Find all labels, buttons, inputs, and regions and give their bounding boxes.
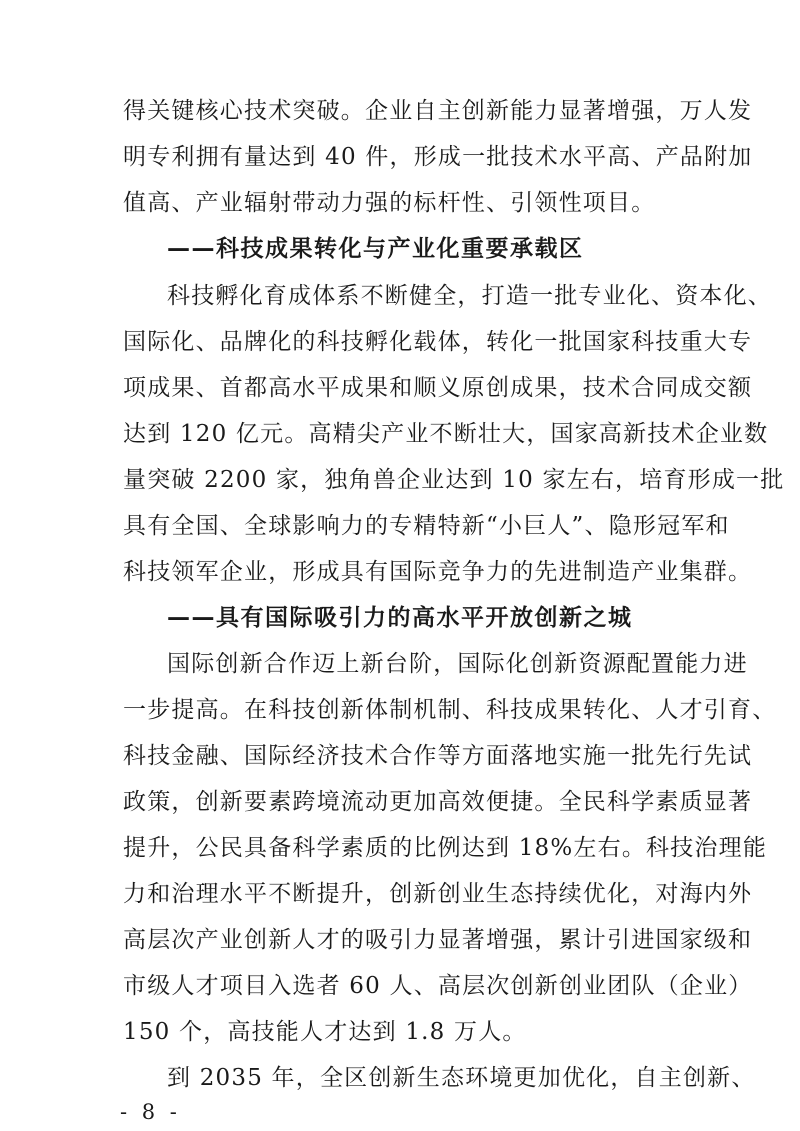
paragraph-3-line-7: 高层次产业创新人才的吸引力显著增强，累计引进国家级和 <box>123 927 753 953</box>
paragraph-3-line-9: 150 个，高技能人才达到 1.8 万人。 <box>123 1019 527 1045</box>
paragraph-3-line-3: 科技金融、国际经济技术合作等方面落地实施一批先行先试 <box>123 743 753 769</box>
paragraph-4-line-1: 到 2035 年，全区创新生态环境更加优化，自主创新、 <box>167 1065 756 1091</box>
paragraph-3-line-2: 一步提高。在科技创新体制机制、科技成果转化、人才引育、 <box>123 697 777 723</box>
page-number: - 8 - <box>120 1100 181 1124</box>
paragraph-1-line-2: 明专利拥有量达到 40 件，形成一批技术水平高、产品附加 <box>123 144 753 170</box>
paragraph-2-line-1: 科技孵化育成体系不断健全，打造一批专业化、资本化、 <box>167 283 772 309</box>
paragraph-3-line-4: 政策，创新要素跨境流动更加高效便捷。全民科学素质显著 <box>123 789 753 815</box>
paragraph-2-line-2: 国际化、品牌化的科技孵化载体，转化一批国家科技重大专 <box>123 329 753 355</box>
paragraph-2-line-6: 具有全国、全球影响力的专精特新“小巨人”、隐形冠军和 <box>123 513 730 539</box>
paragraph-3-line-5: 提升，公民具备科学素质的比例达到 18%左右。科技治理能 <box>123 835 768 861</box>
paragraph-3-line-8: 市级人才项目入选者 60 人、高层次创新创业团队（企业） <box>123 973 753 999</box>
paragraph-1-line-3: 值高、产业辐射带动力强的标杆性、引领性项目。 <box>123 190 656 216</box>
section-heading-1: ——科技成果转化与产业化重要承载区 <box>167 236 584 262</box>
paragraph-3-line-1: 国际创新合作迈上新台阶，国际化创新资源配置能力进 <box>167 651 748 677</box>
paragraph-2-line-3: 项成果、首都高水平成果和顺义原创成果，技术合同成交额 <box>123 375 753 401</box>
paragraph-3-line-6: 力和治理水平不断提升，创新创业生态持续优化，对海内外 <box>123 881 753 907</box>
paragraph-2-line-7: 科技领军企业，形成具有国际竞争力的先进制造产业集群。 <box>123 559 753 585</box>
paragraph-2-line-4: 达到 120 亿元。高精尖产业不断壮大，国家高新技术企业数 <box>123 421 769 447</box>
paragraph-2-line-5: 量突破 2200 家，独角兽企业达到 10 家左右，培育形成一批 <box>123 467 785 493</box>
section-heading-2: ——具有国际吸引力的高水平开放创新之城 <box>167 605 633 631</box>
paragraph-1-line-1: 得关键核心技术突破。企业自主创新能力显著增强，万人发 <box>123 98 753 124</box>
